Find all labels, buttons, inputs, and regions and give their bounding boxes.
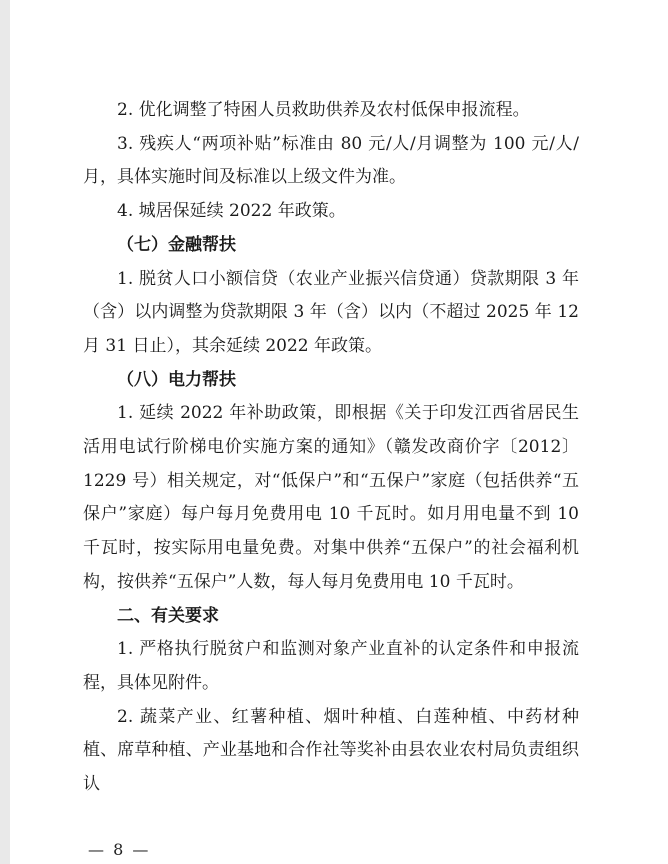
paragraph-2-1: 2. 优化调整了特困人员救助供养及农村低保申报流程。 <box>117 100 530 120</box>
paragraph-requirements-2: 2. 蔬菜产业、红薯种植、烟叶种植、白莲种植、中药材种植、席草种植、产业基地和合作社等奖补由县农业农村局负责组织认 <box>83 706 579 795</box>
paragraph-finance-1: 1. 脱贫人口小额信贷（农业产业振兴信贷通）贷款期限 3 年（含）以内调整为贷款期限 3 年（含）以内（不超过 2025 年 12 月 31 日止），其余延续 2022 年政策。 <box>83 268 579 356</box>
section-heading-power: （八）电力帮扶 <box>117 369 236 390</box>
section-heading-requirements: 二、有关要求 <box>117 605 219 626</box>
paragraph-requirements-1: 1. 严格执行脱贫户和监测对象产业直补的认定条件和申报流程，具体见附件。 <box>83 639 579 693</box>
section-heading-finance: （七）金融帮扶 <box>117 234 236 255</box>
page-number: — 8 — <box>88 840 151 859</box>
paragraph-2-3: 4. 城居保延续 2022 年政策。 <box>117 201 346 222</box>
paragraph-power-1: 1. 延续 2022 年补助政策，即根据《关于印发江西省居民生活用电试行阶梯电价实施方案的通知》（赣发改商价字〔2012〕1229 号）相关规定，对“低保户”和“五保户”家庭（包括供养“五保户”家庭）每户每月免费用电 10 千瓦时。如月用电量不到 10 千瓦时，按实际用电量免费。对集中供养“五保户”的社会福利机构，按供养“五保户”人数，每人每月免费用电 10 千瓦时。 <box>83 403 579 592</box>
document-body <box>83 94 579 802</box>
paragraph-2-2: 3. 残疾人“两项补贴”标准由 80 元/人/月调整为 100 元/人/月，具体实施时间及标准以上级文件为准。 <box>83 133 579 188</box>
